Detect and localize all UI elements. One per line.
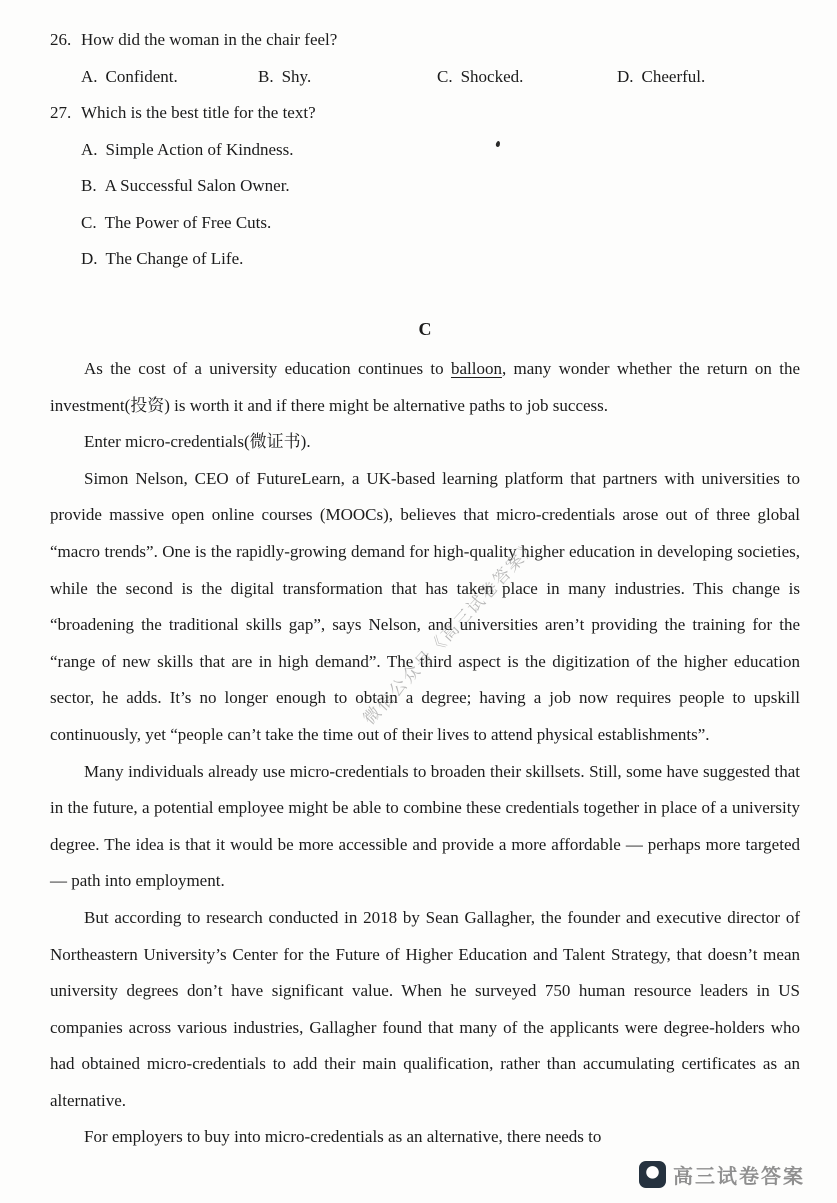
section-heading: C [418, 318, 432, 339]
option-text: The Change of Life. [105, 249, 244, 268]
passage-paragraph-3: Simon Nelson, CEO of FutureLearn, a UK-based learning platform that partners with universities to provide massive open online courses (MOOCs), believes that micro-credentials arose out of three global “macro trends”. One is the rapidly-growing demand for high-quality higher education in developing societies, while the second is the digital transformation that has taken place in many industries. This change is “broadening the traditional skills gap”, says Nelson, and universities aren’t providing the training for the “range of new skills that are in high demand”. The third aspect is the digitization of the higher education sector, he adds. It’s no longer enough to obtain a degree; having a job now requires people to upskill continuously, yet “people can’t take the time out of their lives to attend physical establishments”. [50, 468, 800, 744]
option-label: B. [258, 66, 274, 86]
option-27-a [81, 132, 800, 169]
question-26 [50, 22, 800, 95]
options-row [50, 59, 800, 96]
question-text: How did the woman in the chair feel? [81, 30, 338, 49]
question-line [50, 22, 800, 59]
option-text: Shy. [281, 66, 312, 86]
option-text: A Successful Salon Owner. [104, 176, 290, 195]
paragraph-text: As the cost of a university education continues to [84, 359, 451, 378]
questions-section [50, 22, 800, 278]
option-text: Cheerful. [641, 66, 706, 86]
option-label: C. [437, 66, 453, 86]
question-number: 26. [50, 30, 72, 49]
option-26-c [437, 59, 617, 96]
option-label: A. [81, 139, 98, 159]
option-text: The Power of Free Cuts. [104, 212, 272, 232]
option-26-a [81, 59, 258, 96]
question-text: Which is the best title for the text? [81, 103, 316, 122]
option-text: Simple Action of Kindness. [105, 139, 294, 159]
passage-paragraph-2: Enter micro-credentials(微证书). [84, 432, 311, 452]
watermark-text: 高三试卷答案 [673, 1166, 805, 1188]
passage-paragraph-1 [50, 351, 800, 424]
option-label: A. [81, 66, 98, 86]
option-text: Shocked. [460, 66, 524, 86]
underlined-word: balloon [450, 359, 502, 378]
reading-passage [50, 351, 800, 1156]
options-stack [50, 132, 800, 278]
question-number: 27. [50, 103, 72, 122]
option-label: B. [81, 176, 97, 195]
option-text: Confident. [105, 66, 178, 86]
diagonal-watermark-text: 微信公众号《高三试卷答案》 [359, 534, 543, 729]
passage-paragraph-4: Many individuals already use micro-credentials to broaden their skillsets. Still, some have suggested that in the future, a potential employee might be able to combine these credentials together in place of a university degree. The idea is that it would be more accessible and provide a more affordable — perhaps more targeted — path into employment. [50, 761, 800, 891]
option-26-b [258, 59, 437, 96]
corner-watermark [635, 1158, 809, 1191]
paragraph-text: , many wonder whether the return on the investment(投资) is worth it and if there might be alternative paths to job success. [50, 359, 800, 415]
question-line [50, 95, 800, 132]
passage-paragraph-6: For employers to buy into micro-credentials as an alternative, there needs to [84, 1127, 602, 1147]
option-26-d [617, 59, 705, 96]
option-27-c [81, 205, 800, 242]
option-label: D. [617, 66, 634, 86]
option-label: D. [81, 249, 98, 268]
question-27 [50, 95, 800, 278]
passage-paragraph-5: But according to research conducted in 2018 by Sean Gallagher, the founder and executive director of Northeastern University’s Center for the Future of Higher Education and Talent Strategy, that doesn’t mean university degrees don’t have significant value. When he surveyed 750 human resource leaders in US companies across various industries, Gallagher found that many of the applicants were degree-holders who had obtained micro-credentials to add their main qualification, rather than accumulating certificates as an alternative. [50, 907, 800, 1110]
option-label: C. [81, 212, 97, 232]
option-27-d [81, 241, 800, 278]
watermark-logo-icon [639, 1161, 666, 1188]
option-27-b [81, 168, 800, 205]
